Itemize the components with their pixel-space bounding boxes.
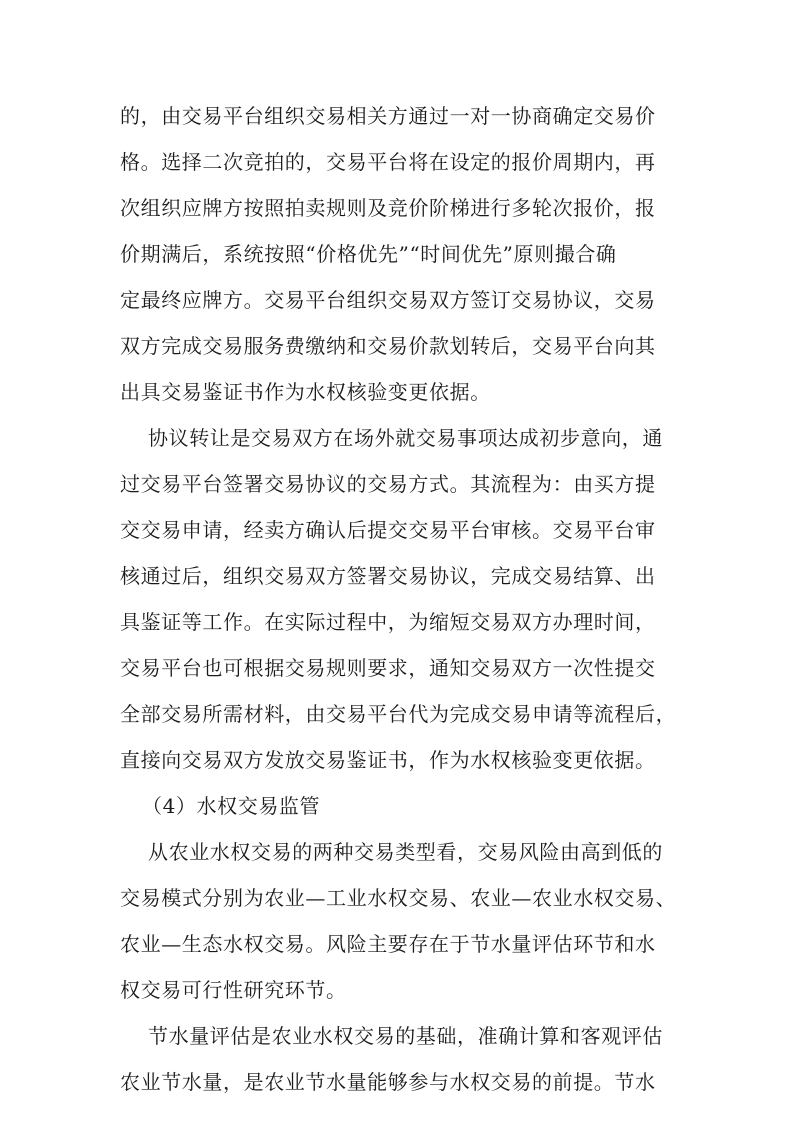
paragraph-first-line: 协议转让是交易双方在场外就交易事项达成初步意向，通	[148, 426, 663, 450]
text-line: 过交易平台签署交易协议的交易方式。其流程为：由买方提	[120, 472, 656, 496]
text-line: 全部交易所需材料，由交易平台代为完成交易申请等流程后，	[120, 702, 677, 726]
text-line: 定最终应牌方。交易平台组织交易双方签订交易协议，交易	[120, 288, 656, 312]
text-line: 出具交易鉴证书作为水权核验变更依据。	[120, 380, 491, 404]
section-heading: （4）水权交易监管	[142, 794, 321, 818]
text-line: 交易模式分别为农业—工业水权交易、农业—农业水权交易、	[120, 886, 677, 910]
text-line: 交易平台也可根据交易规则要求，通知交易双方一次性提交	[120, 656, 656, 680]
text-line: 权交易可行性研究环节。	[120, 978, 347, 1002]
text-line: 次组织应牌方按照拍卖规则及竞价阶梯进行多轮次报价，报	[120, 196, 656, 220]
text-line: 的，由交易平台组织交易相关方通过一对一协商确定交易价	[120, 104, 656, 128]
text-line: 交交易申请，经卖方确认后提交交易平台审核。交易平台审	[120, 518, 656, 542]
text-line: 双方完成交易服务费缴纳和交易价款划转后，交易平台向其	[120, 334, 656, 358]
text-line: 价期满后，系统按照“价格优先”“时间优先”原则撮合确	[120, 242, 617, 266]
text-line: 直接向交易双方发放交易鉴证书，作为水权核验变更依据。	[120, 748, 656, 772]
text-line: 具鉴证等工作。在实际过程中，为缩短交易双方办理时间，	[120, 610, 656, 634]
paragraph-first-line: 从农业水权交易的两种交易类型看，交易风险由高到低的	[148, 840, 663, 864]
text-line: 格。选择二次竞拍的，交易平台将在设定的报价周期内，再	[120, 150, 656, 174]
text-line: 核通过后，组织交易双方签署交易协议，完成交易结算、出	[120, 564, 656, 588]
text-line: 农业—生态水权交易。风险主要存在于节水量评估环节和水	[120, 932, 656, 956]
text-line: 农业节水量，是农业节水量能够参与水权交易的前提。节水	[120, 1070, 656, 1094]
paragraph-first-line: 节水量评估是农业水权交易的基础，准确计算和客观评估	[148, 1024, 663, 1048]
